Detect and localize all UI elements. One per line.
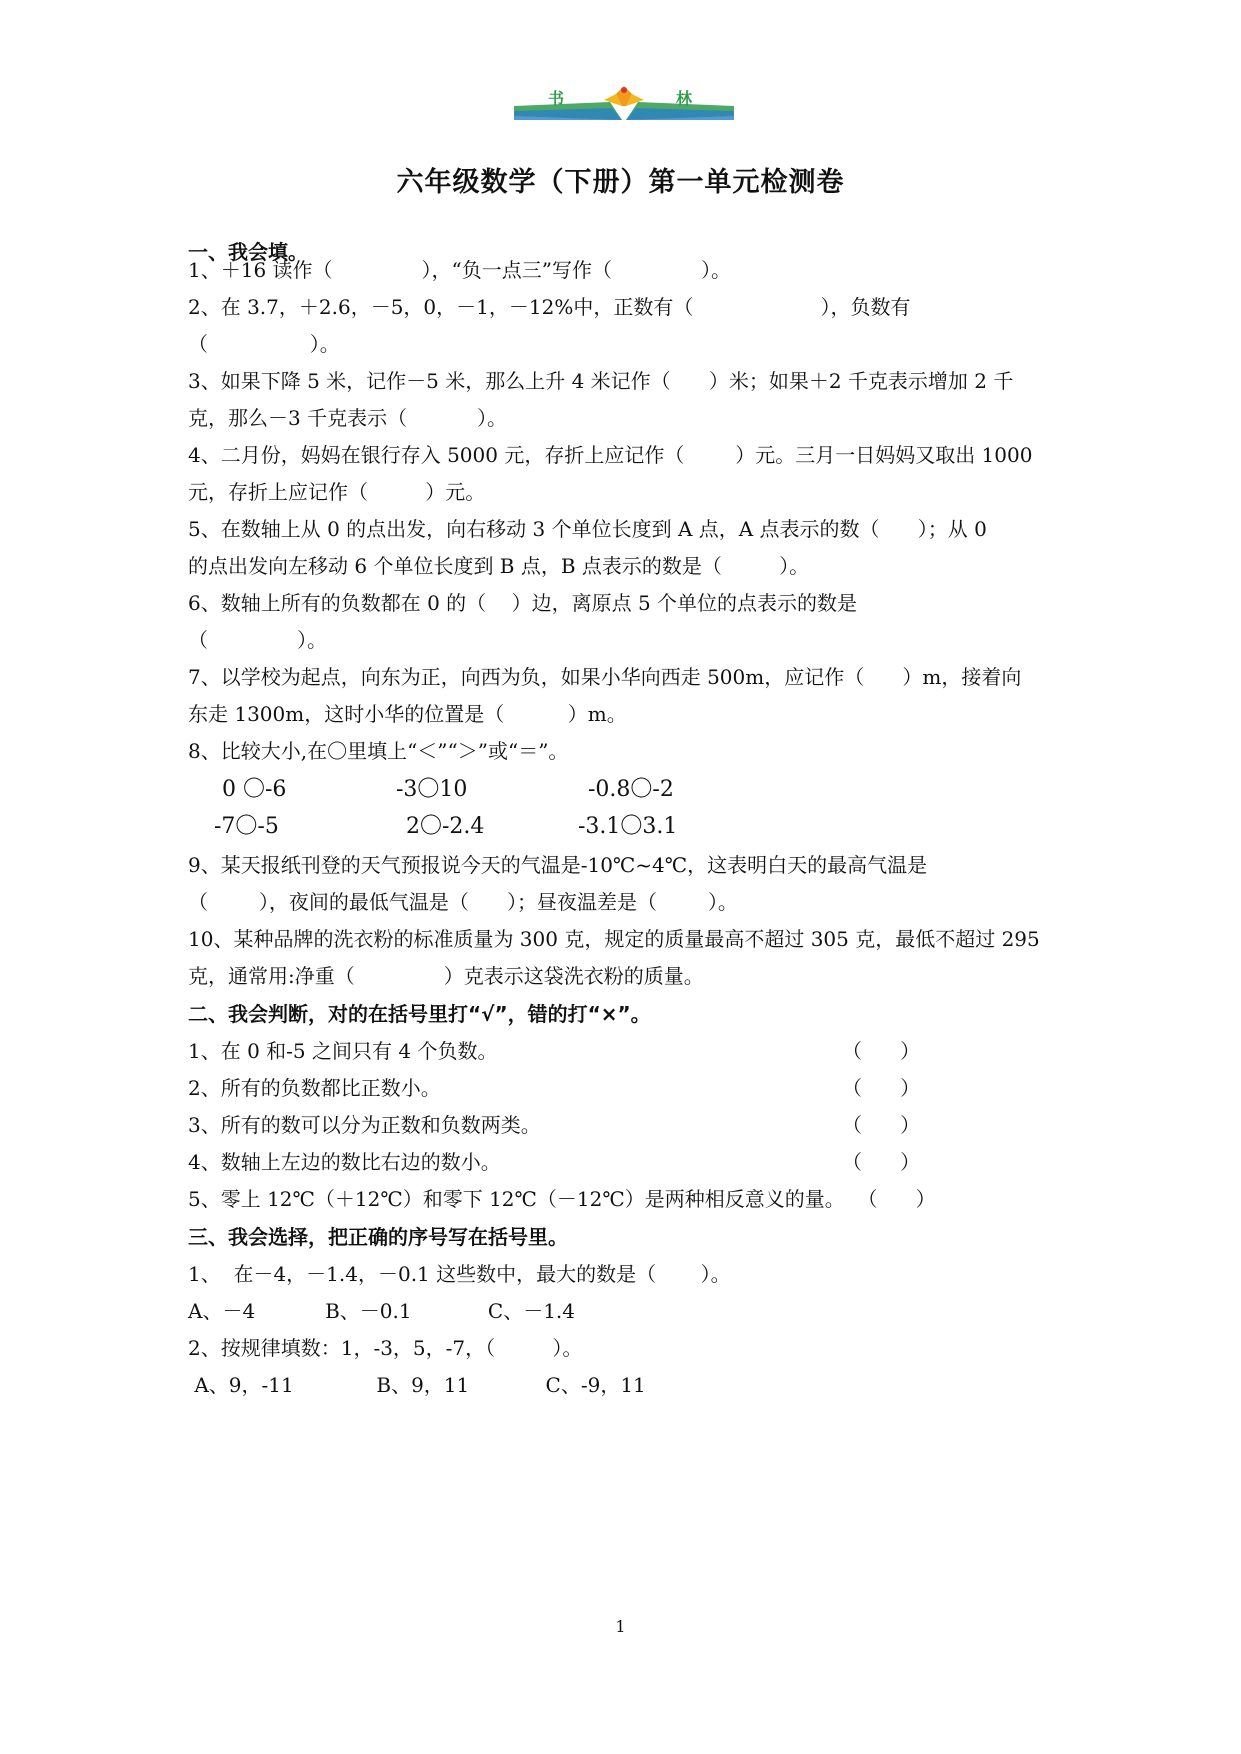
svg-text:林: 林 xyxy=(676,89,693,108)
question-line: 1、＋16 读作（ ），“负一点三”写作（ ）。 xyxy=(188,258,731,282)
judge-answer-bracket[interactable]: （ ） xyxy=(842,1076,921,1100)
book-logo xyxy=(512,86,736,122)
page-title: 六年级数学（下册）第一单元检测卷 xyxy=(396,167,845,198)
judge-answer-bracket[interactable]: （ ） xyxy=(842,1039,921,1063)
choice-options: A、9，-11 B、9，11 C、-9，11 xyxy=(188,1373,646,1397)
compare-item: 0 〇-6 xyxy=(222,777,287,802)
question-line: 元，存折上应记作（ ）元。 xyxy=(188,480,486,504)
judge-answer-bracket[interactable]: （ ） xyxy=(842,1113,921,1137)
question-line: （ ），夜间的最低气温是（ ）；昼夜温差是（ ）。 xyxy=(188,890,738,914)
question-line: 2、在 3.7，＋2.6，－5，0，－1，－12%中，正数有（ ），负数有 xyxy=(188,295,911,319)
question-line: 4、二月份，妈妈在银行存入 5000 元，存折上应记作（ ）元。三月一日妈妈又取出 1000 xyxy=(188,443,1033,467)
question-line: （ ）。 xyxy=(188,628,328,652)
compare-item: -3.1〇3.1 xyxy=(578,814,678,839)
compare-item: 2〇-2.4 xyxy=(406,814,485,839)
page-number: 1 xyxy=(615,1617,626,1636)
question-line: 6、数轴上所有的负数都在 0 的（ ）边，离原点 5 个单位的点表示的数是 xyxy=(188,591,858,615)
section-2-heading: 二、我会判断，对的在括号里打“√”，错的打“×”。 xyxy=(188,1002,651,1026)
question-line: 的点出发向左移动 6 个单位长度到 B 点，B 点表示的数是（ ）。 xyxy=(188,554,810,578)
question-line: 克，通常用:净重（ ）克表示这袋洗衣粉的质量。 xyxy=(188,964,704,988)
question-line: 7、以学校为起点，向东为正，向西为负，如果小华向西走 500m，应记作（ ）m，接着向 xyxy=(188,665,1022,689)
question-line: 5、在数轴上从 0 的点出发，向右移动 3 个单位长度到 A 点，A 点表示的数（ ）；从 0 xyxy=(188,517,987,541)
judge-item-text: 5、零上 12℃（＋12℃）和零下 12℃（－12℃）是两种相反意义的量。 （ ） xyxy=(188,1187,936,1211)
question-line: 8、比较大小,在〇里填上“＜”“＞”或“＝”。 xyxy=(188,739,569,763)
judge-item-text: 3、所有的数可以分为正数和负数两类。 xyxy=(188,1113,541,1137)
question-line: 东走 1300m，这时小华的位置是（ ）m。 xyxy=(188,702,627,726)
question-line: 9、某天报纸刊登的天气预报说今天的气温是-10℃~4℃，这表明白天的最高气温是 xyxy=(188,853,928,877)
question-line: 3、如果下降 5 米，记作－5 米，那么上升 4 米记作（ ）米；如果＋2 千克表示增加 2 千 xyxy=(188,369,1014,393)
judge-item-text: 4、数轴上左边的数比右边的数小。 xyxy=(188,1150,501,1174)
question-line: 10、某种品牌的洗衣粉的标准质量为 300 克，规定的质量最高不超过 305 克，最低不超过 295 xyxy=(188,927,1040,951)
question-line: 克，那么－3 千克表示（ ）。 xyxy=(188,406,508,430)
section-3-heading: 三、我会选择，把正确的序号写在括号里。 xyxy=(188,1225,568,1249)
choice-question: 1、 在－4，－1.4，－0.1 这些数中，最大的数是（ ）。 xyxy=(188,1262,731,1286)
svg-text:书: 书 xyxy=(548,89,565,108)
compare-item: -0.8〇-2 xyxy=(588,777,674,802)
section-1-heading: 一、我会填。 xyxy=(188,240,308,264)
compare-item: -3〇10 xyxy=(396,777,468,802)
question-line: （ ）。 xyxy=(188,332,340,356)
compare-item: -7〇-5 xyxy=(214,814,279,839)
judge-item-text: 2、所有的负数都比正数小。 xyxy=(188,1076,441,1100)
choice-options: A、－4 B、－0.1 C、－1.4 xyxy=(188,1299,576,1323)
judge-answer-bracket[interactable]: （ ） xyxy=(842,1150,921,1174)
judge-item-text: 1、在 0 和-5 之间只有 4 个负数。 xyxy=(188,1039,498,1063)
choice-question: 2、按规律填数：1，-3，5，-7，（ ）。 xyxy=(188,1336,583,1360)
